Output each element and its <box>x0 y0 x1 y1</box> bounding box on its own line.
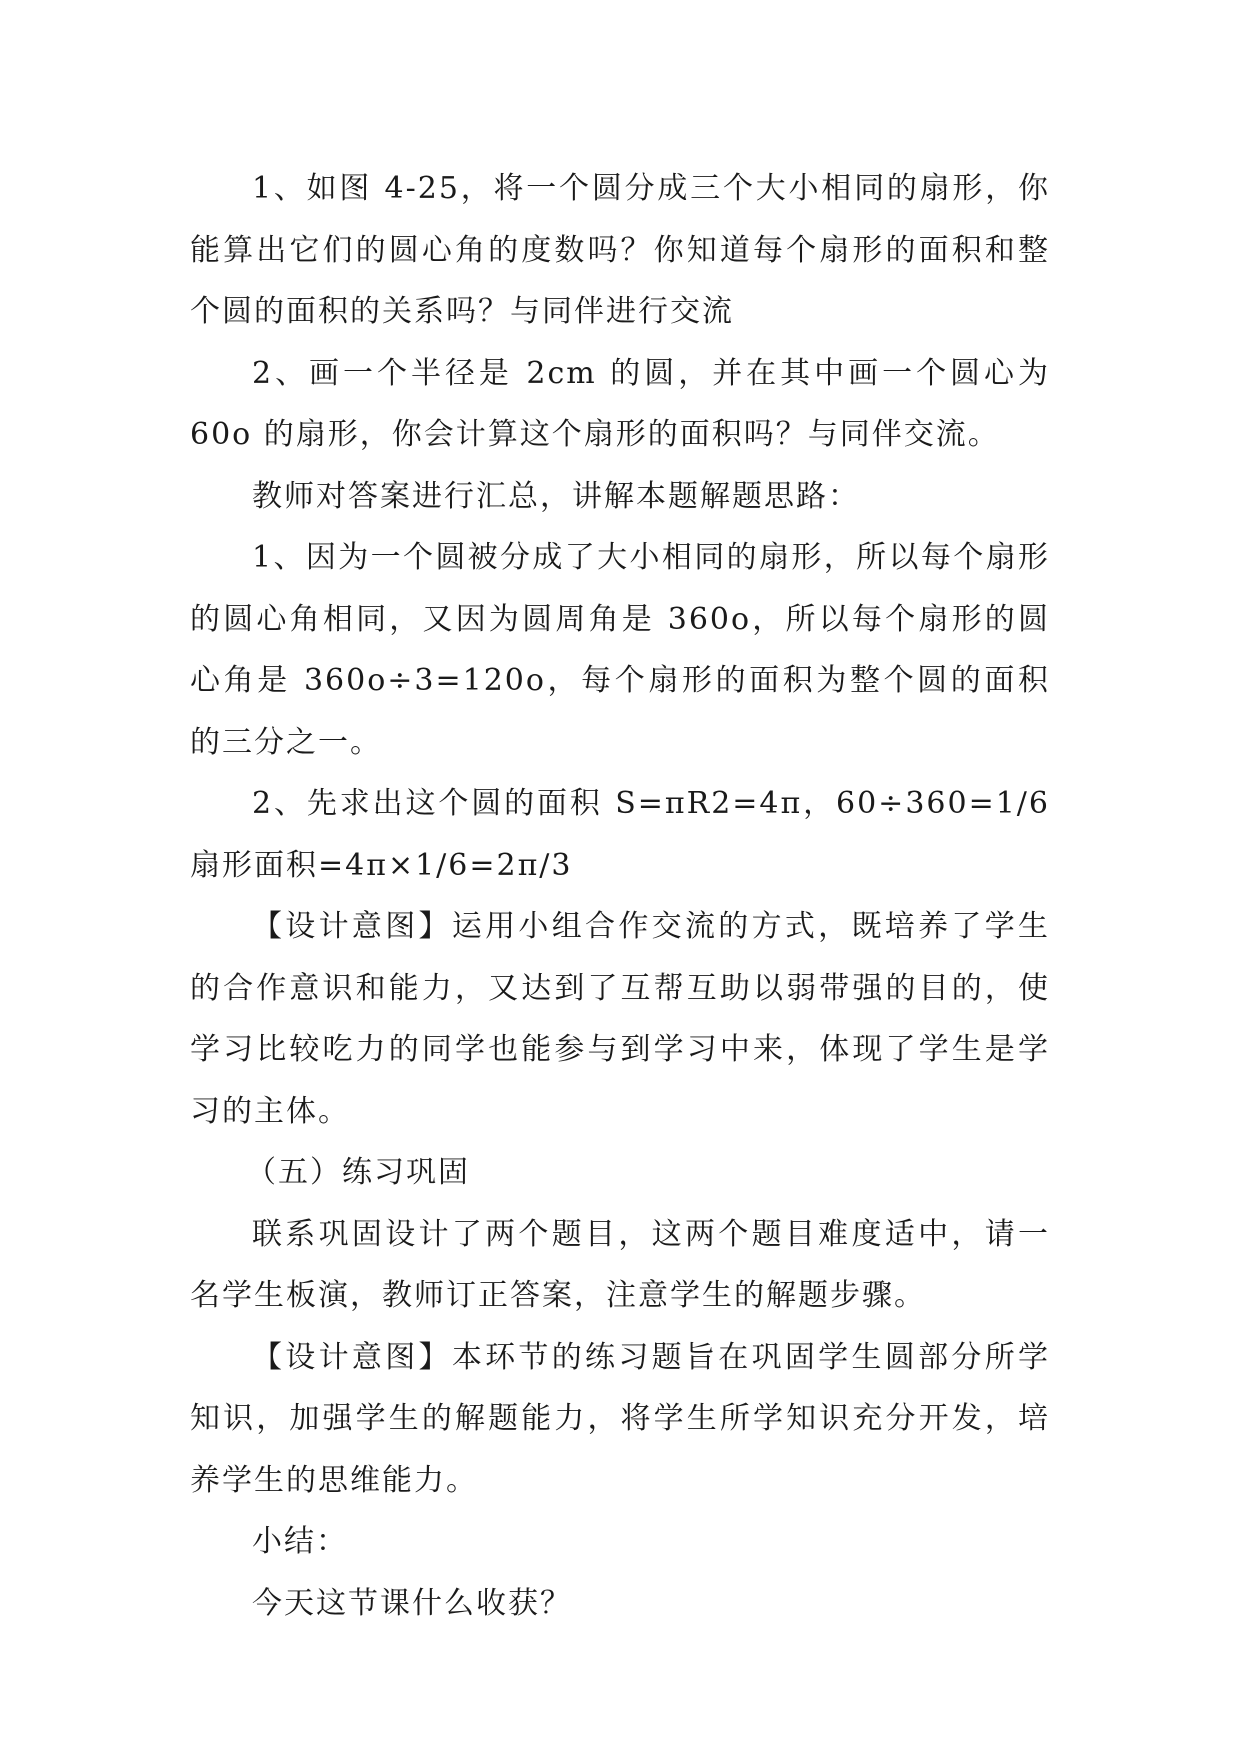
section-heading-practice: （五）练习巩固 <box>246 1155 470 1190</box>
paragraph-practice: 联系巩固设计了两个题目，这两个题目难度适中，请一名学生板演，教师订正答案，注意学生的解题步骤。 <box>190 1216 1050 1313</box>
paragraph-answer-2: 2、先求出这个圆的面积 S=πR2=4π，60÷360=1/6 扇形面积=4π×1/6=2π/3 <box>190 786 1050 883</box>
paragraph-design-intent-1: 【设计意图】运用小组合作交流的方式，既培养了学生的合作意识和能力，又达到了互帮互助以弱带强的目的，使学习比较吃力的同学也能参与到学习中来，体现了学生是学习的主体。 <box>190 909 1050 1129</box>
paragraph-question-1: 1、如图 4-25，将一个圆分成三个大小相同的扇形，你能算出它们的圆心角的度数吗？你知道每个扇形的面积和整个圆的面积的关系吗？与同伴进行交流 <box>190 171 1050 329</box>
paragraph-summary-label: 小结： <box>252 1524 348 1559</box>
paragraph-summary-question: 今天这节课什么收获？ <box>252 1585 572 1621</box>
document-body <box>190 158 1050 1634</box>
paragraph-teacher-summary: 教师对答案进行汇总，讲解本题解题思路： <box>252 478 860 514</box>
paragraph-answer-1: 1、因为一个圆被分成了大小相同的扇形，所以每个扇形的圆心角相同，又因为圆周角是 360o，所以每个扇形的圆心角是 360o÷3=120o，每个扇形的面积为整个圆的面积的三分之一。 <box>190 540 1050 760</box>
paragraph-design-intent-2: 【设计意图】本环节的练习题旨在巩固学生圆部分所学知识，加强学生的解题能力，将学生所学知识充分开发，培养学生的思维能力。 <box>190 1339 1050 1498</box>
paragraph-question-2: 2、画一个半径是 2cm 的圆，并在其中画一个圆心为 60o 的扇形，你会计算这个扇形的面积吗？与同伴交流。 <box>190 355 1050 452</box>
